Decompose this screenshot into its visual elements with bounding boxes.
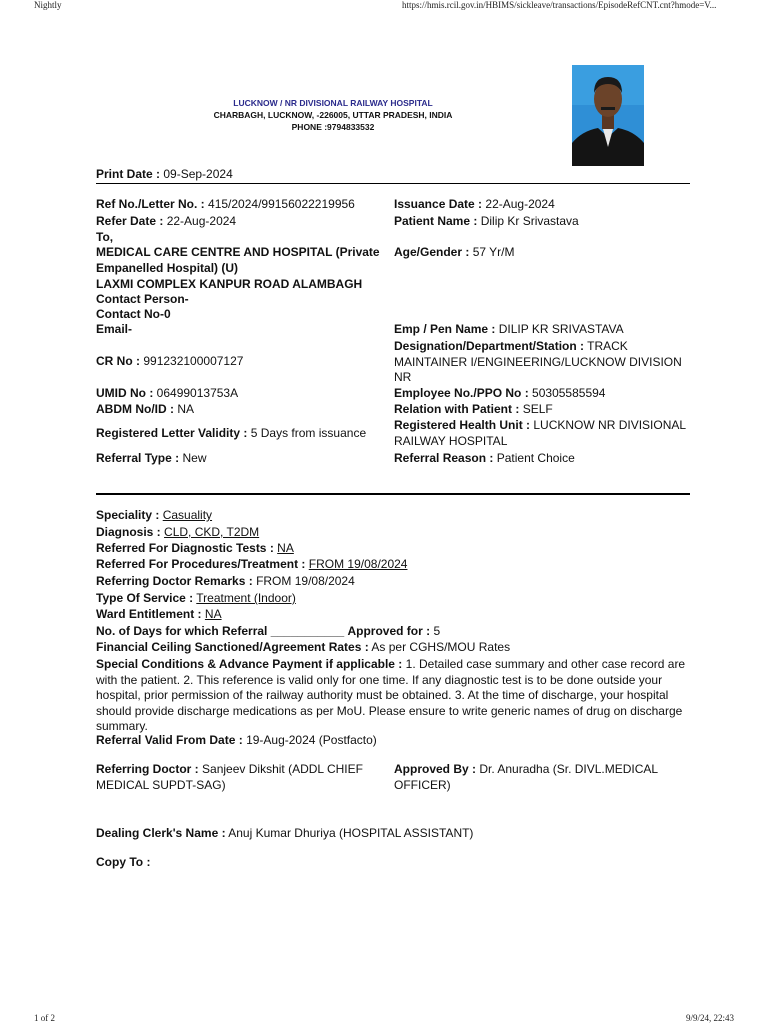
procedures-treatment: Referred For Procedures/Treatment : FROM 19/08/2024 <box>96 557 408 571</box>
designation: Designation/Department/Station : TRACK MAINTAINER I/ENGINEERING/LUCKNOW DIVISION NR <box>394 339 682 384</box>
relation-with-patient: Relation with Patient : SELF <box>394 402 553 416</box>
age-gender: Age/Gender : 57 Yr/M <box>394 245 515 259</box>
doctor-remarks: Referring Doctor Remarks : FROM 19/08/2024 <box>96 574 355 588</box>
contact-person: Contact Person- <box>96 292 189 306</box>
abdm-no: ABDM No/ID : NA <box>96 402 195 416</box>
browser-app-name: Nightly <box>34 0 62 10</box>
hospital-phone: PHONE :9794833532 <box>291 122 375 132</box>
referring-doctor: Referring Doctor : Sanjeev Dikshit (ADDL CHIEF MEDICAL SUPDT-SAG) <box>96 762 363 792</box>
referral-days: No. of Days for which Referral ___________ Approved for : 5 <box>96 624 441 638</box>
refer-date: Refer Date : 22-Aug-2024 <box>96 214 237 228</box>
to-label: To, <box>96 230 114 244</box>
to-hospital: MEDICAL CARE CENTRE AND HOSPITAL (Private Empanelled Hospital) (U) <box>96 245 380 275</box>
letter-validity: Registered Letter Validity : 5 Days from issuance <box>96 426 367 440</box>
contact-no: Contact No-0 <box>96 307 171 321</box>
to-address: LAXMI COMPLEX KANPUR ROAD ALAMBAGH <box>96 277 363 291</box>
dealing-clerk: Dealing Clerk's Name : Anuj Kumar Dhuriya (HOSPITAL ASSISTANT) <box>96 826 474 840</box>
copy-to: Copy To : <box>96 855 151 869</box>
service-type: Type Of Service : Treatment (Indoor) <box>96 591 296 605</box>
financial-ceiling: Financial Ceiling Sanctioned/Agreement Rates : As per CGHS/MOU Rates <box>96 640 511 654</box>
referral-type: Referral Type : New <box>96 451 207 465</box>
page-url[interactable]: https://hmis.rcil.gov.in/HBIMS/sickleave/transactions/EpisodeRefCNT.cnt?hmode=V... <box>402 0 717 10</box>
issuance-date: Issuance Date : 22-Aug-2024 <box>394 197 555 211</box>
print-datetime: 9/9/24, 22:43 <box>686 1013 735 1023</box>
patient-name: Patient Name : Dilip Kr Srivastava <box>394 214 579 228</box>
page-counter: 1 of 2 <box>34 1013 55 1023</box>
section-divider <box>96 493 690 495</box>
hospital-name: LUCKNOW / NR DIVISIONAL RAILWAY HOSPITAL <box>233 98 433 108</box>
patient-photo <box>572 65 644 166</box>
cr-no: CR No : 991232100007127 <box>96 354 244 368</box>
diagnosis: Diagnosis : CLD, CKD, T2DM <box>96 525 260 539</box>
ref-no: Ref No./Letter No. : 415/2024/99156022219956 <box>96 197 355 211</box>
divider <box>96 183 690 184</box>
hospital-address: CHARBAGH, LUCKNOW, -226005, UTTAR PRADESH, INDIA <box>213 110 453 120</box>
speciality: Speciality : Casuality <box>96 508 213 522</box>
print-date: Print Date : 09-Sep-2024 <box>96 167 233 181</box>
ward-entitlement: Ward Entitlement : NA <box>96 607 222 621</box>
diagnostic-tests: Referred For Diagnostic Tests : NA <box>96 541 294 555</box>
emp-name: Emp / Pen Name : DILIP KR SRIVASTAVA <box>394 322 624 336</box>
health-unit: Registered Health Unit : LUCKNOW NR DIVISIONAL RAILWAY HOSPITAL <box>394 418 686 448</box>
email: Email- <box>96 322 133 336</box>
employee-no: Employee No./PPO No : 50305585594 <box>394 386 606 400</box>
approved-by: Approved By : Dr. Anuradha (Sr. DIVL.MEDICAL OFFICER) <box>394 762 658 792</box>
umid-no: UMID No : 06499013753A <box>96 386 239 400</box>
valid-from-date: Referral Valid From Date : 19-Aug-2024 (Postfacto) <box>96 733 377 747</box>
special-conditions: Special Conditions & Advance Payment if applicable : 1. Detailed case summary and other case record are with the patient. 2. This reference is valid only for one time. If any diagnostic test is to be done outside your hospital, prior permission of the railway authority must be obtained. 3. At the time of discharge, your hospital should provide discharge medications as per MoU. Please ensure to write generic names of drug on discharge summary. <box>96 657 686 733</box>
referral-reason: Referral Reason : Patient Choice <box>394 451 575 465</box>
